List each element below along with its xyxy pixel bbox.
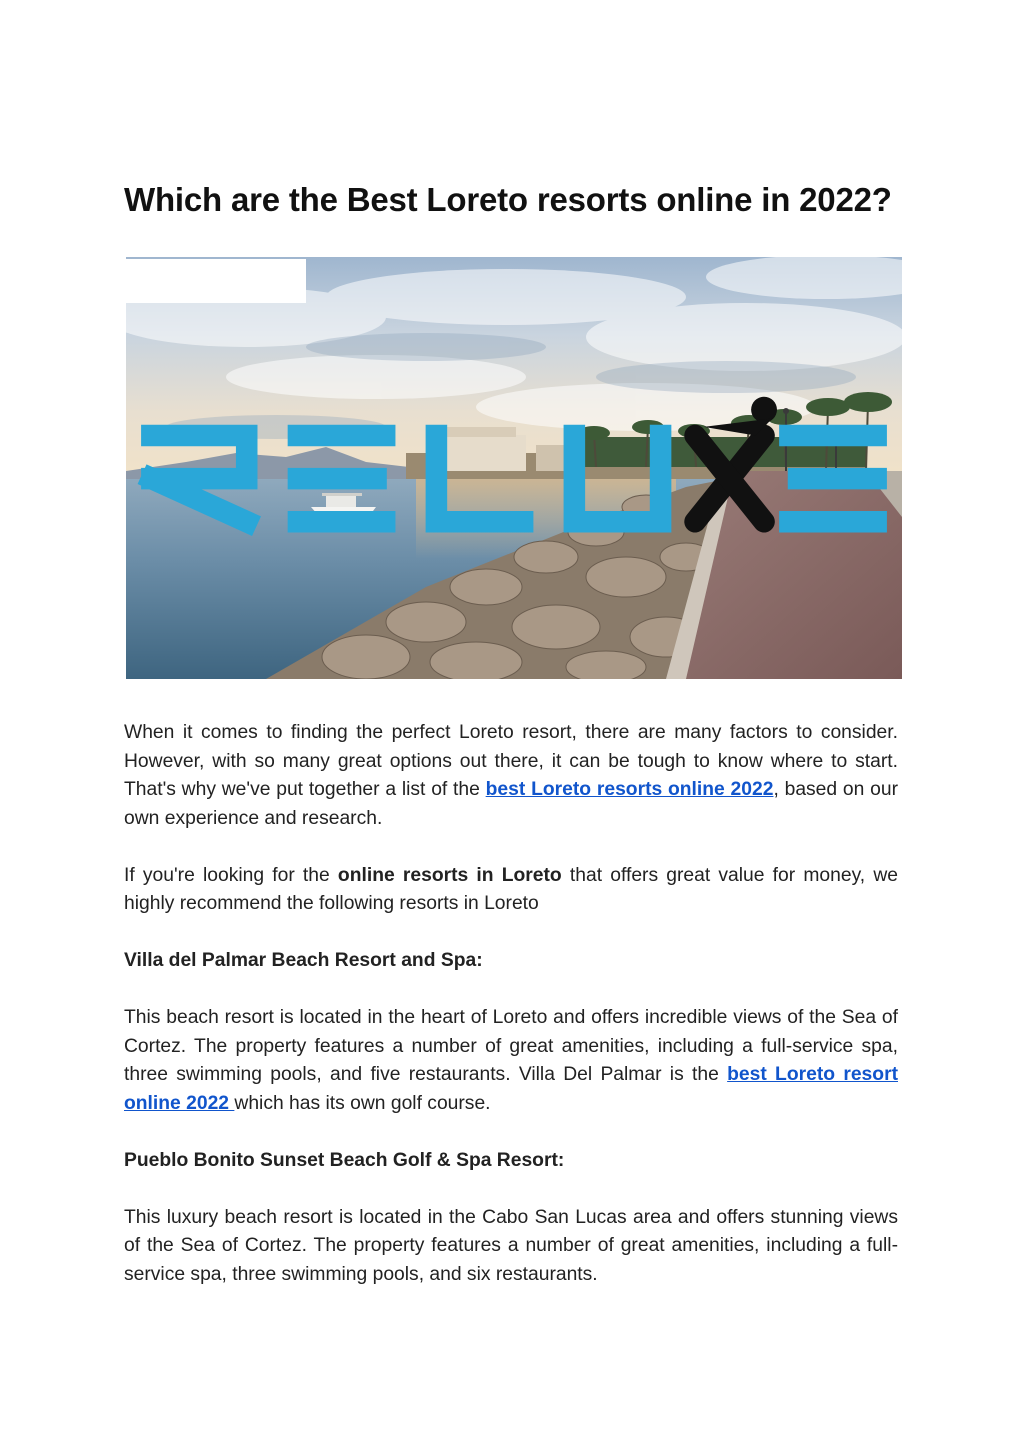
reluxe-logo (126, 259, 306, 303)
reluxe-logo-icon (126, 259, 902, 679)
paragraph-text: that offers great value for money, we highly recommend the following resorts in Loreto (124, 864, 898, 914)
best-loreto-resorts-link[interactable]: best Loreto resorts online 2022 (485, 779, 774, 800)
article-body (124, 719, 898, 1289)
hero-image (126, 257, 902, 679)
recommendation-paragraph (124, 862, 898, 919)
villa-del-palmar-paragraph (124, 1004, 898, 1118)
paragraph-text: This beach resort is located in the heart of Loreto and offers incredible views of the Sea of Cortez. The property features a number of great amenities, including a full-service spa, three swimming pools, and five restaurants. Villa Del Palmar is the (124, 1007, 898, 1085)
resort-heading-villa-del-palmar: Villa del Palmar Beach Resort and Spa: (124, 950, 483, 971)
paragraph-text: , based on our own experience and research. (124, 779, 899, 829)
resort-heading-pueblo-bonito: Pueblo Bonito Sunset Beach Golf & Spa Resort: (124, 1149, 565, 1171)
best-loreto-resort-link[interactable]: best Loreto resort online 2022 (124, 1064, 898, 1114)
page-title: Which are the Best Loreto resorts online in 2022? (124, 181, 892, 218)
intro-paragraph (124, 719, 898, 833)
paragraph-text: which has its own golf course. (234, 1092, 491, 1114)
pueblo-bonito-paragraph: This luxury beach resort is located in the Cabo San Lucas area and offers stunning views of the Sea of Cortez. The property features a number of great amenities, including a full-service spa, three swimming pools, and six restaurants. (124, 1206, 898, 1285)
paragraph-text: If you're looking for the (124, 864, 338, 886)
paragraph-text: When it comes to finding the perfect Loreto resort, there are many factors to consider. However, with so many great options out there, it can be tough to know where to start. That's why we've put together a list of the (124, 722, 898, 800)
bold-phrase: online resorts in Loreto (337, 864, 562, 886)
